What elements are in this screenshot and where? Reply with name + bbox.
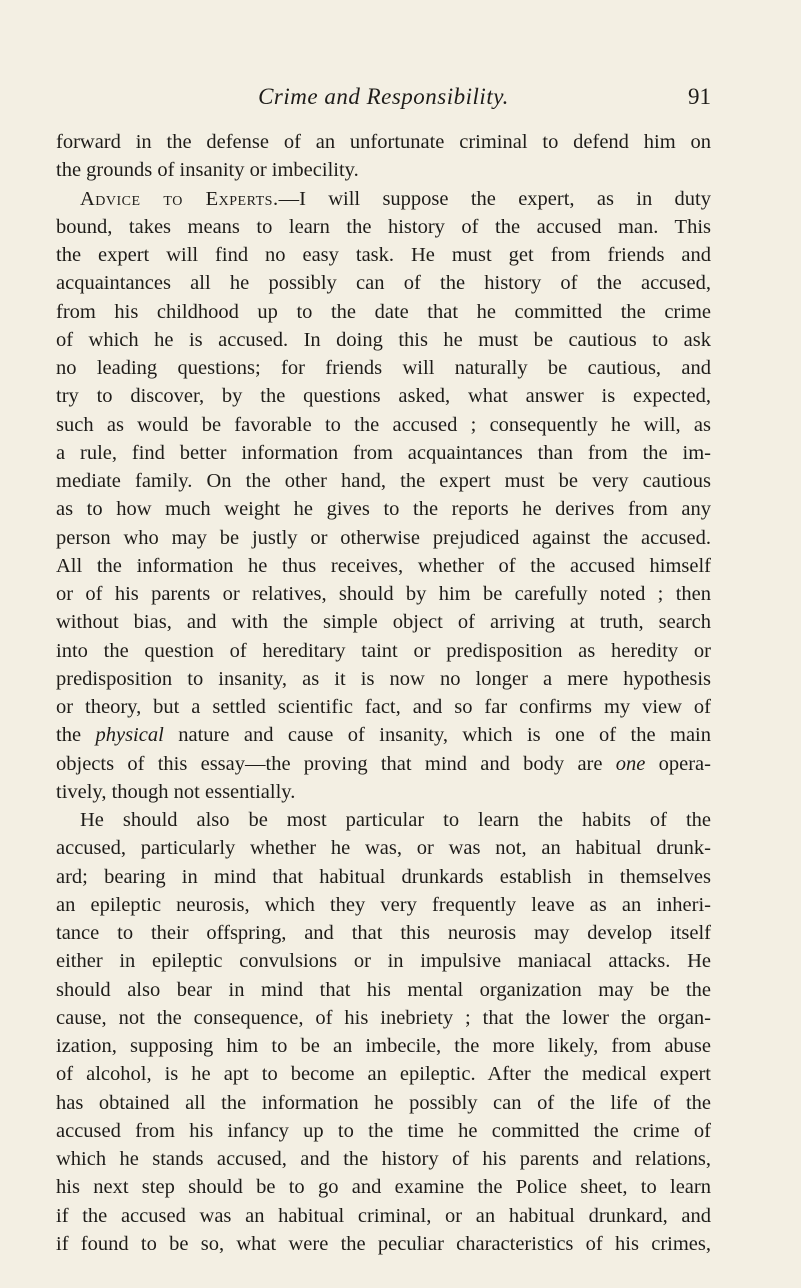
text-line: either in epileptic convulsions or in impulsive maniacal attacks. He (56, 950, 711, 973)
text-line: such as would be favorable to the accused ; consequently he will, as (56, 413, 711, 436)
body-text (56, 128, 711, 1258)
text-line: or theory, but a settled scientific fact, and so far confirms my view of (56, 696, 711, 718)
text-line: a rule, find better information from acquaintances than from the im- (56, 441, 711, 464)
running-title: Crime and Responsibility. (258, 84, 509, 109)
text-line: the grounds of insanity or imbecility. (56, 159, 359, 182)
text-line: He should also be most particular to learn the habits of the (80, 809, 711, 831)
text-line: has obtained all the information he possibly can of the life of the (56, 1091, 711, 1114)
text-line: or of his parents or relatives, should by him be carefully noted ; then (56, 583, 711, 605)
text-line: should also bear in mind that his mental organization may be the (56, 978, 711, 1001)
text-line: of alcohol, is he apt to become an epileptic. After the medical expert (56, 1063, 711, 1086)
text-line: tively, though not essentially. (56, 780, 296, 803)
text-line: All the information he thus receives, whether of the accused himself (56, 554, 711, 577)
text-line: no leading questions; for friends will naturally be cautious, and (56, 357, 711, 379)
line-text: the (56, 724, 96, 747)
text-line: of which he is accused. In doing this he must be cautious to ask (56, 328, 711, 351)
italic-word: physical (95, 724, 164, 747)
text-line: his next step should be to go and examine the Police sheet, to learn (56, 1176, 711, 1199)
text-line (56, 185, 711, 213)
text-line: if found to be so, what were the peculiar characteristics of his crimes, (56, 1232, 711, 1255)
text-line: mediate family. On the other hand, the expert must be very cautious (56, 470, 711, 492)
text-line (56, 750, 711, 778)
text-line: bound, takes means to learn the history of the accused man. This (56, 215, 711, 238)
text-line: without bias, and with the simple object of arriving at truth, search (56, 611, 711, 634)
text-line: predisposition to insanity, as it is now no longer a mere hypothesis (56, 667, 711, 690)
text-line: from his childhood up to the date that he committed the crime (56, 300, 711, 323)
text-line: acquaintances all he possibly can of the history of the accused, (56, 272, 711, 295)
text-line: an epileptic neurosis, which they very frequently leave as an inheri- (56, 893, 711, 916)
text-line: which he stands accused, and the history of his parents and relations, (56, 1148, 711, 1170)
text-line: into the question of hereditary taint or predisposition as heredity or (56, 639, 711, 662)
text-line: accused, particularly whether he was, or was not, an habitual drunk- (56, 837, 711, 860)
page-number: 91 (688, 84, 711, 109)
text-line: try to discover, by the questions asked, what answer is expected, (56, 385, 711, 408)
text-line: tance to their offspring, and that this neurosis may develop itself (56, 922, 711, 944)
text-line: if the accused was an habitual criminal, or an habitual drunkard, and (56, 1204, 711, 1227)
line-text: —I will suppose the expert, as in duty (278, 187, 711, 210)
text-line: ization, supposing him to be an imbecile, the more likely, from abuse (56, 1035, 711, 1057)
text-line: ard; bearing in mind that habitual drunkards establish in themselves (56, 865, 711, 888)
text-line (56, 721, 711, 749)
text-line: accused from his infancy up to the time he committed the crime of (56, 1119, 711, 1142)
text-line: as to how much weight he gives to the reports he derives from any (56, 498, 711, 521)
section-heading: Advice to Experts. (80, 187, 279, 210)
italic-word: one (615, 752, 646, 775)
text-line: person who may be justly or otherwise prejudiced against the accused. (56, 526, 711, 549)
line-text: opera- (645, 752, 711, 775)
text-line: forward in the defense of an unfortunate criminal to defend him on (56, 131, 711, 153)
running-head (56, 84, 711, 118)
text-line: cause, not the consequence, of his inebriety ; that the lower the organ- (56, 1006, 711, 1029)
line-text: nature and cause of insanity, which is one of the main (163, 724, 712, 747)
text-line: the expert will find no easy task. He must get from friends and (56, 244, 711, 266)
line-text: objects of this essay—the proving that mind and body are (56, 752, 616, 775)
